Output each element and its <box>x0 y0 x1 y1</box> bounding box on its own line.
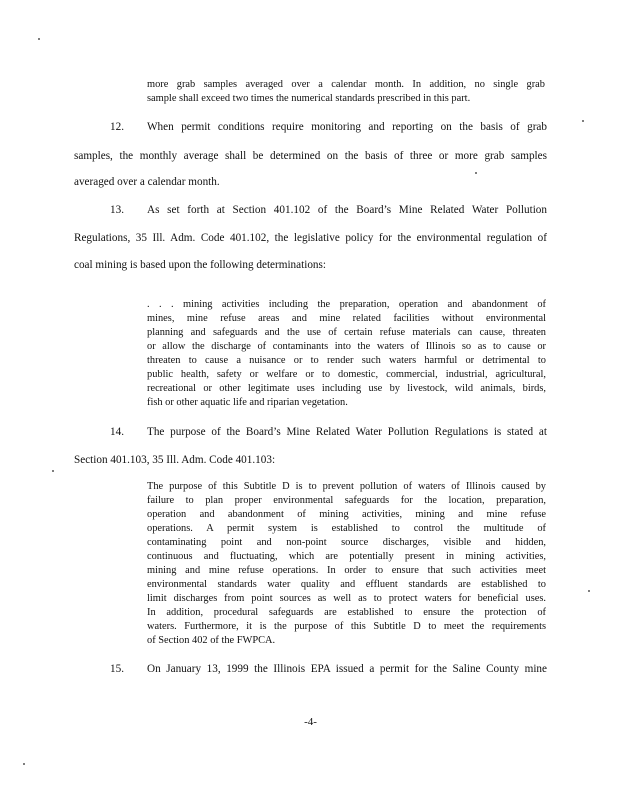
scan-speck <box>475 172 477 174</box>
paragraph-13-line: coal mining is based upon the following determinations: <box>74 259 326 271</box>
paragraph-13-number: 13. <box>110 204 124 216</box>
block-quote-14-line: mining and mine refuse operations. In order to ensure that such activities meet <box>147 565 546 576</box>
block-quote-13-line: mines, mine refuse areas and mine related facilities without environmental <box>147 313 546 324</box>
scan-speck <box>582 120 584 122</box>
paragraph-14-line: Section 401.103, 35 Ill. Adm. Code 401.103: <box>74 454 276 466</box>
paragraph-12-line: samples, the monthly average shall be determined on the basis of three or more grab samples <box>74 150 547 162</box>
block-quote-13-line: recreational or other legitimate uses including use by livestock, wild animals, birds, <box>147 383 546 394</box>
block-quote-14-line: continuous and fluctuating, which are potentially present in mining activities, <box>147 551 546 562</box>
scan-speck <box>23 763 25 765</box>
block-quote-14-line: failure to plan proper environmental safeguards for the location, preparation, <box>147 495 546 506</box>
block-quote-13-line: fish or other aquatic life and riparian vegetation. <box>147 397 348 408</box>
block-quote-13-line: . . . mining activities including the preparation, operation and abandonment of <box>147 299 546 310</box>
block-quote-14-line: operations. A permit system is established to control the multitude of <box>147 523 546 534</box>
paragraph-15-number: 15. <box>110 663 124 675</box>
paragraph-12-number: 12. <box>110 121 124 133</box>
page-number: -4- <box>304 716 317 728</box>
paragraph-15-line: On January 13, 1999 the Illinois EPA issued a permit for the Saline County mine <box>147 663 547 675</box>
block-quote-13-line: public health, safety or welfare or to domestic, commercial, industrial, agricultural, <box>147 369 546 380</box>
block-quote-13-line: threaten to cause a nuisance or to render such waters harmful or detrimental to <box>147 355 546 366</box>
block-quote-14-line: The purpose of this Subtitle D is to prevent pollution of waters of Illinois caused by <box>147 481 546 492</box>
continuation-line: sample shall exceed two times the numerical standards prescribed in this part. <box>147 93 471 104</box>
continuation-line: more grab samples averaged over a calendar month. In addition, no single grab <box>147 79 545 90</box>
paragraph-14-line: The purpose of the Board’s Mine Related Water Pollution Regulations is stated at <box>147 426 547 438</box>
block-quote-14-line: operation and abandonment of mining activities, mining and mine refuse <box>147 509 546 520</box>
scan-speck <box>52 470 54 472</box>
block-quote-14-line: environmental standards water quality and effluent standards are established to <box>147 579 546 590</box>
paragraph-14-number: 14. <box>110 426 124 438</box>
block-quote-14-line: limit discharges from point sources as well as to protect waters for beneficial uses. <box>147 593 546 604</box>
paragraph-13-line: As set forth at Section 401.102 of the Board’s Mine Related Water Pollution <box>147 204 547 216</box>
scan-speck <box>38 38 40 40</box>
block-quote-14-line: of Section 402 of the FWPCA. <box>147 635 276 646</box>
block-quote-14-line: In addition, procedural safeguards are established to ensure the protection of <box>147 607 546 618</box>
block-quote-14-line: contaminating point and non-point source discharges, visible and hidden, <box>147 537 546 548</box>
block-quote-13-line: planning and safeguards and the use of certain refuse materials can cause, threaten <box>147 327 546 338</box>
scan-speck <box>588 590 590 592</box>
paragraph-12-line: averaged over a calendar month. <box>74 176 220 188</box>
paragraph-13-line: Regulations, 35 Ill. Adm. Code 401.102, the legislative policy for the environmental regulation of <box>74 232 547 244</box>
paragraph-12-line: When permit conditions require monitoring and reporting on the basis of grab <box>147 121 547 133</box>
block-quote-13-line: or allow the discharge of contaminants into the waters of Illinois so as to cause or <box>147 341 546 352</box>
block-quote-14-line: waters. Furthermore, it is the purpose of this Subtitle D to meet the requirements <box>147 621 546 632</box>
